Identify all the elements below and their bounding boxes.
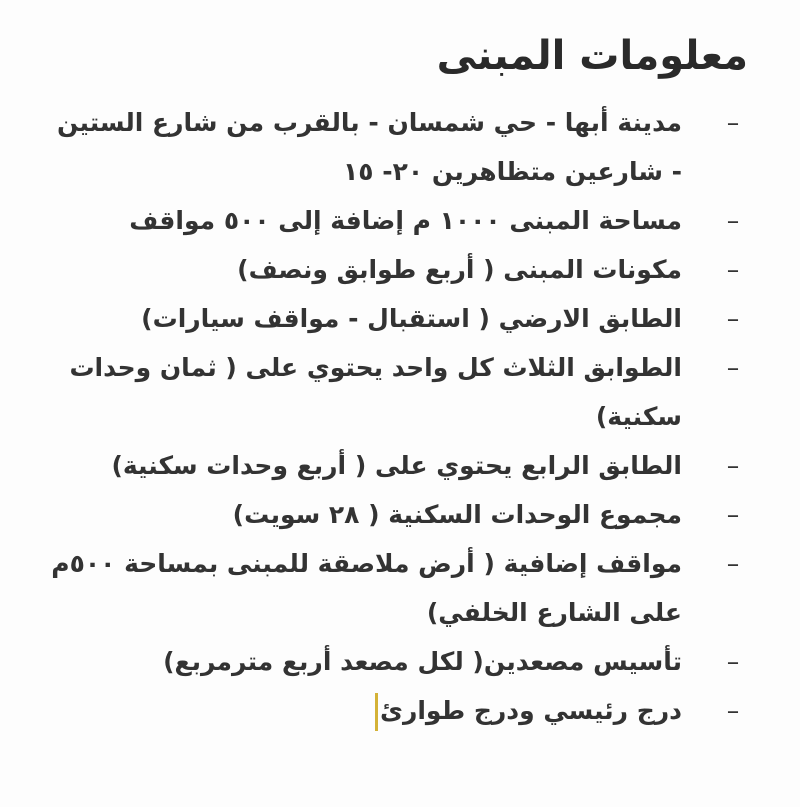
list-item <box>40 441 748 490</box>
list-item <box>40 637 748 686</box>
list-item <box>40 343 748 441</box>
item-text: مواقف إضافية ( أرض ملاصقة للمبنى بمساحة ٥٠٠م على الشارع الخلفي) <box>51 549 682 627</box>
list-item <box>40 98 748 196</box>
item-text: تأسيس مصعدين( لكل مصعد أربع مترمربع) <box>163 647 682 676</box>
text-cursor <box>375 693 378 731</box>
bullet-dash: – <box>726 500 740 529</box>
list-item <box>40 294 748 343</box>
bullet-dash: – <box>726 206 740 235</box>
item-text: مكونات المبنى ( أربع طوابق ونصف) <box>237 255 682 284</box>
bullet-dash: – <box>726 451 740 480</box>
item-text: مجموع الوحدات السكنية ( ٢٨ سويت) <box>232 500 682 529</box>
bullet-dash: – <box>726 108 740 137</box>
info-list <box>40 98 748 735</box>
bullet-dash: – <box>726 304 740 333</box>
item-text: مدينة أبها - حي شمسان - بالقرب من شارع الستين - شارعين متظاهرين ٢٠- ١٥ <box>57 108 682 186</box>
item-text: الطوابق الثلاث كل واحد يحتوي على ( ثمان وحدات سكنية) <box>69 353 682 431</box>
list-item <box>40 686 748 735</box>
item-text: الطابق الارضي ( استقبال - مواقف سيارات) <box>141 304 682 333</box>
list-item <box>40 490 748 539</box>
item-text: درج رئيسي ودرج طوارئ <box>380 696 682 725</box>
list-item <box>40 245 748 294</box>
bullet-dash: – <box>726 647 740 676</box>
list-item <box>40 539 748 637</box>
bullet-dash: – <box>726 353 740 382</box>
bullet-dash: – <box>726 549 740 578</box>
item-text: الطابق الرابع يحتوي على ( أربع وحدات سكنية) <box>111 451 682 480</box>
item-text: مساحة المبنى ١٠٠٠ م إضافة إلى ٥٠٠ مواقف <box>129 206 682 235</box>
bullet-dash: – <box>726 696 740 725</box>
list-item <box>40 196 748 245</box>
page-title: معلومات المبنى <box>436 33 748 79</box>
bullet-dash: – <box>726 255 740 284</box>
